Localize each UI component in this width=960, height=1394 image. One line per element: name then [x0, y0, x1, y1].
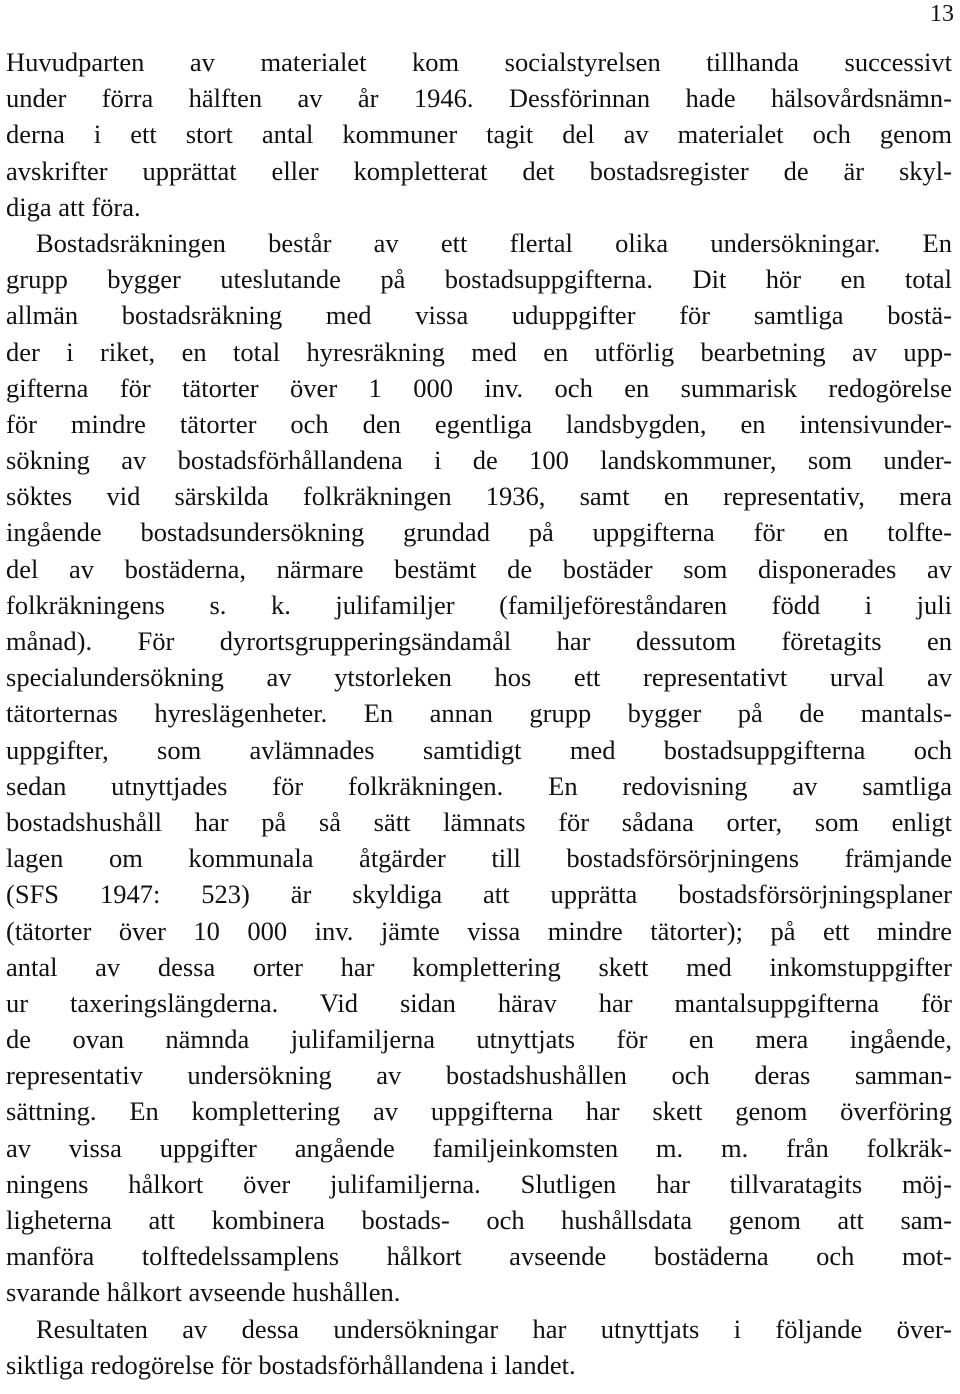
text-line: sedan utnyttjades för folkräkningen. En redovisning av samtliga	[6, 770, 952, 801]
text-line: folkräkningens s. k. julifamiljer (familjeföreståndaren född i juli	[6, 589, 952, 620]
text-line: de ovan nämnda julifamiljerna utnyttjats för en mera ingående,	[6, 1024, 952, 1055]
text-line: siktliga redogörelse för bostadsförhållandena i landet.	[6, 1349, 576, 1380]
text-line: representativ undersökning av bostadshushållen och deras samman-	[6, 1060, 952, 1091]
text-line: diga att föra.	[6, 191, 141, 222]
text-line: under förra hälften av år 1946. Dessförinnan hade hälsovårdsnämn-	[6, 83, 952, 114]
text-line: manföra tolftedelssamplens hålkort avseende bostäderna och mot-	[6, 1241, 952, 1272]
text-line: uppgifter, som avlämnades samtidigt med bostadsuppgifterna och	[6, 734, 952, 765]
text-line: ur taxeringslängderna. Vid sidan härav har mantalsuppgifterna för	[6, 987, 952, 1018]
text-line: Huvudparten av materialet kom socialstyrelsen tillhanda successivt	[6, 47, 952, 77]
text-line: bostadshushåll har på så sätt lämnats för sådana orter, som enligt	[6, 806, 952, 837]
paragraph	[6, 44, 952, 225]
text-line: lagen om kommunala åtgärder till bostadsförsörjningens främjande	[6, 843, 952, 874]
text-line: söktes vid särskilda folkräkningen 1936, samt en representativ, mera	[6, 481, 952, 512]
text-line: (SFS 1947: 523) är skyldiga att upprätta bostadsförsörjningsplaner	[6, 879, 952, 910]
paragraph	[6, 1311, 952, 1383]
text-line: Bostadsräkningen består av ett flertal olika undersökningar. En	[36, 227, 952, 258]
text-line: sättning. En komplettering av uppgifterna har skett genom överföring	[6, 1096, 952, 1127]
text-line: av vissa uppgifter angående familjeinkomsten m. m. från folkräk-	[6, 1132, 952, 1163]
text-line: avskrifter upprättat eller kompletterat det bostadsregister de är skyl-	[6, 155, 952, 186]
text-line: ingående bostadsundersökning grundad på uppgifterna för en tolfte-	[6, 517, 952, 548]
text-line: antal av dessa orter har komplettering skett med inkomstuppgifter	[6, 951, 952, 982]
text-line: (tätorter över 10 000 inv. jämte vissa mindre tätorter); på ett mindre	[6, 915, 952, 946]
text-line: derna i ett stort antal kommuner tagit del av materialet och genom	[6, 119, 952, 150]
page-number: 13	[930, 1, 954, 27]
text-line: månad). För dyrortsgrupperingsändamål har dessutom företagits en	[6, 626, 952, 656]
text-line: ligheterna att kombinera bostads- och hushållsdata genom att sam-	[6, 1205, 952, 1235]
text-line: svarande hålkort avseende hushållen.	[6, 1277, 401, 1308]
text-line: grupp bygger uteslutande på bostadsuppgifterna. Dit hör en total	[6, 264, 952, 295]
body-text	[6, 44, 952, 1383]
paragraph	[6, 225, 952, 1311]
text-line: Resultaten av dessa undersökningar har utnyttjats i följande över-	[36, 1313, 952, 1344]
text-line: allmän bostadsräkning med vissa uduppgifter för samtliga bostä-	[6, 300, 952, 331]
text-line: för mindre tätorter och den egentliga landsbygden, en intensivunder-	[6, 408, 952, 439]
text-line: ningens hålkort över julifamiljerna. Slutligen har tillvaratagits möj-	[6, 1168, 952, 1199]
text-line: sökning av bostadsförhållandena i de 100 landskommuner, som under-	[6, 445, 952, 476]
text-line: specialundersökning av ytstorleken hos ett representativt urval av	[6, 662, 952, 693]
text-line: tätorternas hyreslägenheter. En annan grupp bygger på de mantals-	[6, 698, 952, 729]
text-line: der i riket, en total hyresräkning med en utförlig bearbetning av upp-	[6, 336, 952, 367]
text-line: del av bostäderna, närmare bestämt de bostäder som disponerades av	[6, 553, 952, 584]
text-line: gifterna för tätorter över 1 000 inv. och en summarisk redogörelse	[6, 372, 952, 403]
